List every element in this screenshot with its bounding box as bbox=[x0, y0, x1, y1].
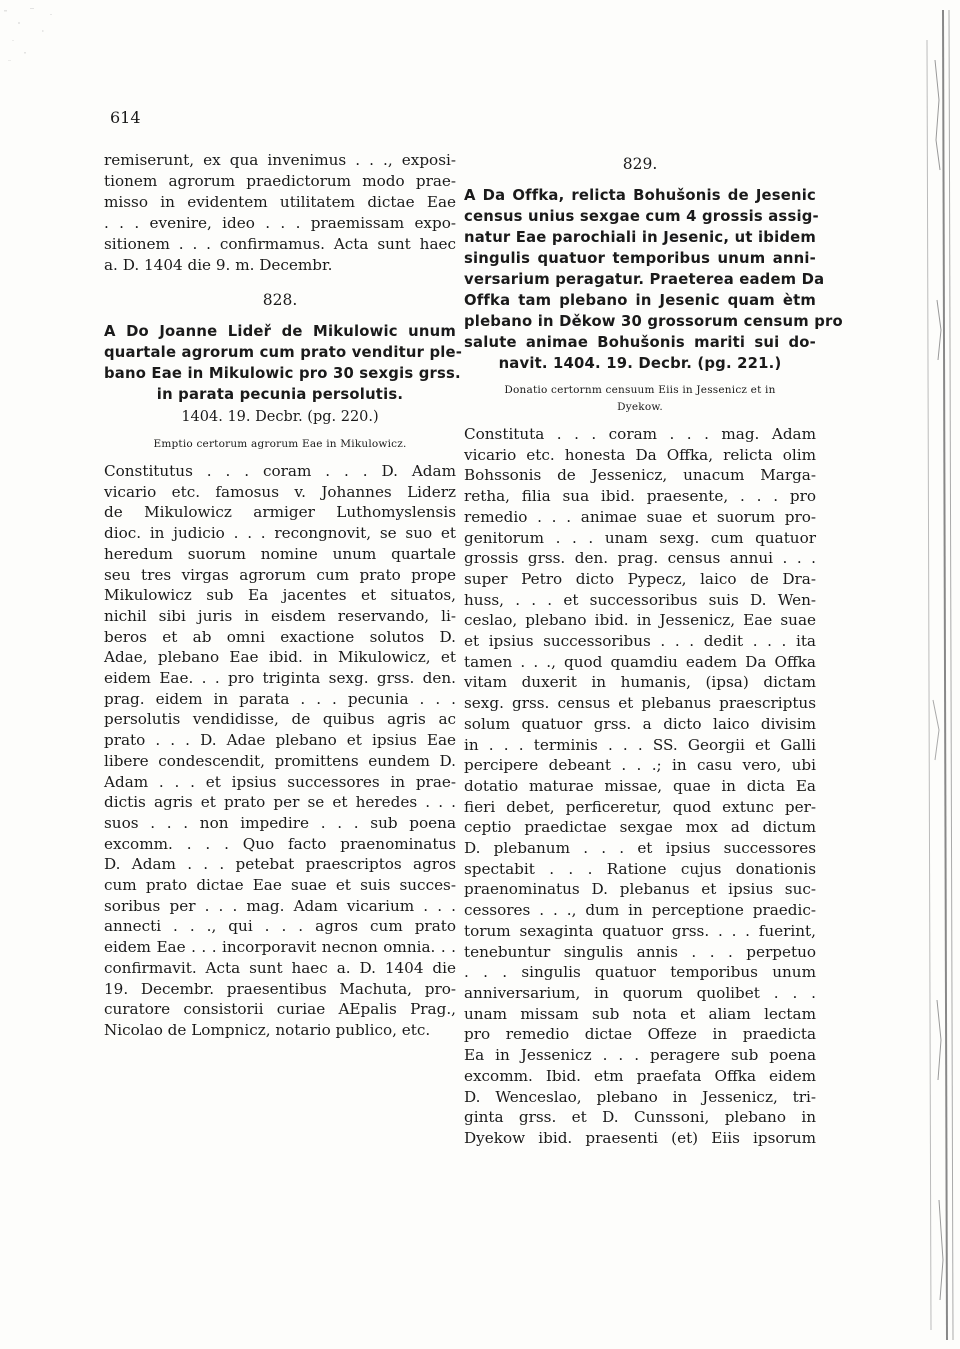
text-line: eidem Eae . . . incorporavit necnon omnia. . . bbox=[104, 938, 456, 957]
text-line: . . . evenire, ideo . . . praemissam expo- bbox=[104, 214, 456, 232]
text-line: D. plebanum . . . et ipsius successores bbox=[464, 839, 816, 858]
text-line: cum prato dictae Eae suae et suis succes- bbox=[104, 876, 456, 895]
text-line: prag. eidem in parata . . . pecunia . . . bbox=[104, 689, 456, 708]
text-line: cessores . . ., dum in perceptione praedic- bbox=[464, 901, 816, 920]
text-line: pro remedio dictae Offeze in praedicta bbox=[464, 1025, 816, 1044]
text-line: remedio . . . animae suae et suorum pro- bbox=[464, 507, 816, 526]
text-line: curatore consistorii curiae AEpalis Prag., bbox=[104, 1000, 456, 1019]
heading-line: bano Eae in Mikulowic pro 30 sexgis grss. bbox=[104, 365, 461, 382]
text-line: tionem agrorum praedictorum modo prae- bbox=[104, 172, 456, 190]
text-line: annecti . . ., qui . . . agros cum prato bbox=[104, 917, 456, 936]
text-line: torum sexaginta quatuor grss. . . . fuerint, bbox=[464, 921, 816, 940]
text-line: vicario etc. honesta Da Offka, relicta olim bbox=[464, 445, 816, 464]
text-line: remiserunt, ex qua invenimus . . ., exposi- bbox=[104, 151, 456, 169]
text-line: fieri debet, perficeretur, quod extunc per- bbox=[464, 797, 816, 816]
heading-line: plebano in Děkow 30 grossorum censum pro bbox=[464, 313, 843, 330]
text-line: percipere debeant . . .; in casu vero, ubi bbox=[464, 756, 816, 775]
text-line: excomm. Ibid. etm praefata Offka eidem bbox=[464, 1066, 816, 1085]
text-line: Bohssonis de Jessenicz, unacum Marga- bbox=[464, 466, 816, 485]
note-line: Dyekow. bbox=[617, 401, 663, 413]
left-column bbox=[104, 150, 463, 1041]
heading-line: Offka tam plebano in Jesenic quam ètm bbox=[464, 292, 816, 309]
heading-line: natur Eae parochiali in Jesenic, ut ibidem bbox=[464, 229, 816, 246]
note-line: Donatio certornm censuum Eiis in Jessenicz et in bbox=[504, 384, 776, 396]
text-line: Adae, plebano Eae ibid. in Mikulowicz, et bbox=[104, 648, 456, 667]
text-line: libere condescendit, promittens eundem D. bbox=[104, 751, 456, 770]
text-line: tamen . . ., quod quamdiu eadem Da Offka bbox=[464, 652, 816, 671]
text-line: dictis agris et prato per se et heredes . . . bbox=[104, 793, 456, 812]
text-line: confirmavit. Acta sunt haec a. D. 1404 die bbox=[104, 958, 456, 977]
text-line: seu tres virgas agrorum cum prato prope bbox=[104, 565, 456, 584]
text-line: dioc. in judicio . . . recongnovit, se suo et bbox=[104, 524, 456, 543]
text-line: ceslao, plebano ibid. in Jessenicz, Eae suae bbox=[464, 611, 816, 630]
text-line: Ea in Jessenicz . . . peragere sub poena bbox=[464, 1046, 816, 1065]
heading-line: A Da Offka, relicta Bohušonis de Jesenic bbox=[464, 187, 816, 204]
text-line: nichil sibi juris in eisdem reservando, li- bbox=[104, 606, 456, 625]
section-body bbox=[104, 461, 456, 1041]
text-line: Dyekow ibid. praesenti (et) Eiis ipsorum bbox=[464, 1128, 816, 1147]
text-line: persolutis vendidisse, de quibus agris ac bbox=[104, 710, 456, 729]
section-heading bbox=[104, 321, 463, 405]
text-line: Mikulowicz sub Ea jacentes et situatos, bbox=[104, 586, 456, 605]
heading-line: singulis quatuor temporibus unum anni- bbox=[464, 250, 816, 267]
text-line: genitorum . . . unam sexg. cum quatuor bbox=[464, 528, 816, 547]
heading-line: quartale agrorum cum prato venditur ple- bbox=[104, 344, 463, 361]
text-line: sitionem . . . confirmamus. Acta sunt haec bbox=[104, 235, 456, 253]
section-note bbox=[464, 382, 816, 416]
heading-line: census unius sexgae cum 4 grossis assig- bbox=[464, 208, 819, 225]
text-line: . . . singulis quatuor temporibus unum bbox=[464, 963, 816, 982]
text-line: vitam duxerit in humanis, (ipsa) dictam bbox=[464, 673, 816, 692]
text-line: in . . . terminis . . . SS. Georgii et Galli bbox=[464, 735, 816, 754]
text-line: suos . . . non impedire . . . sub poena bbox=[104, 813, 456, 832]
text-line: D. Adam . . . petebat praescriptos agros bbox=[104, 855, 456, 874]
page-number: 614 bbox=[110, 108, 141, 127]
section-note: Emptio certorum agrorum Eae in Mikulowicz. bbox=[153, 438, 407, 450]
scan-noise-corner bbox=[0, 0, 70, 90]
text-line: solum quatuor grss. a dicto laico divisim bbox=[464, 714, 816, 733]
text-line: sexg. grss. census et plebanus praescriptus bbox=[464, 694, 816, 713]
text-line: Adam . . . et ipsius successores in prae- bbox=[104, 772, 456, 791]
text-line: huss, . . . et successoribus suis D. Wen- bbox=[464, 590, 816, 609]
text-line: D. Wenceslao, plebano in Jessenicz, tri- bbox=[464, 1087, 816, 1106]
heading-line: salute animae Bohušonis mariti sui do- bbox=[464, 334, 816, 351]
text-line: Constituta . . . coram . . . mag. Adam bbox=[464, 425, 816, 443]
heading-line: navit. 1404. 19. Decbr. (pg. 221.) bbox=[498, 355, 782, 372]
scanned-page-edge bbox=[865, 0, 960, 1349]
text-line: ceptio praedictae sexgae mox ad dictum bbox=[464, 818, 816, 837]
text-line: excomm. . . . Quo facto praenominatus bbox=[104, 834, 456, 853]
text-line: heredum suorum nomine unum quartale bbox=[104, 544, 456, 563]
text-line: 19. Decembr. praesentibus Machuta, pro- bbox=[104, 979, 456, 998]
text-line: de Mikulowicz armiger Luthomyslensis bbox=[104, 503, 456, 522]
text-line: unam missam sub nota et aliam lectam bbox=[464, 1004, 816, 1023]
section-body bbox=[464, 424, 816, 1149]
text-line: vicario etc. famosus v. Johannes Liderz bbox=[104, 482, 456, 501]
text-line: soribus per . . . mag. Adam vicarium . . . bbox=[104, 896, 456, 915]
text-line: ginta grss. et D. Cunssoni, plebano in bbox=[464, 1108, 816, 1127]
text-line: tenebuntur singulis annis . . . perpetuo bbox=[464, 942, 816, 961]
right-column bbox=[464, 150, 843, 1149]
text-line: spectabit . . . Ratione cujus donationis bbox=[464, 859, 816, 878]
heading-line: versarium peragatur. Praeterea eadem Da bbox=[464, 271, 825, 288]
text-line: praenominatus D. plebanus et ipsius suc- bbox=[464, 880, 816, 899]
text-line: et ipsius successoribus . . . dedit . . . ita bbox=[464, 632, 816, 651]
text-line: dotatio maturae missae, quae in dicta Ea bbox=[464, 776, 816, 795]
section-number: 828. bbox=[262, 291, 298, 309]
text-line: a. D. 1404 die 9. m. Decembr. bbox=[104, 256, 333, 274]
text-line: Nicolao de Lompnicz, notario publico, etc. bbox=[104, 1020, 431, 1039]
section-date: 1404. 19. Decbr. (pg. 220.) bbox=[181, 409, 379, 425]
heading-line: in parata pecunia persolutis. bbox=[156, 386, 404, 403]
text-line: grossis grss. den. prag. census annui . . . bbox=[464, 549, 816, 568]
text-line: anniversarium, in quorum quolibet . . . bbox=[464, 983, 816, 1002]
text-line: retha, filia sua ibid. praesente, . . . pro bbox=[464, 487, 816, 506]
text-line: eidem Eae. . . pro triginta sexg. grss. den. bbox=[104, 669, 456, 688]
heading-line: A Do Joanne Lideř de Mikulowic unum bbox=[104, 323, 456, 340]
intro-text bbox=[104, 150, 456, 276]
section-heading bbox=[464, 185, 843, 374]
text-line: Constitutus . . . coram . . . D. Adam bbox=[104, 462, 456, 480]
text-line: prato . . . D. Adae plebano et ipsius Eae bbox=[104, 731, 456, 750]
text-line: beros et ab omni exactione solutos D. bbox=[104, 627, 456, 646]
text-line: misso in evidentem utilitatem dictae Eae bbox=[104, 193, 456, 211]
text-line: super Petro dicto Pypecz, laico de Dra- bbox=[464, 569, 816, 588]
section-number: 829. bbox=[622, 155, 658, 173]
